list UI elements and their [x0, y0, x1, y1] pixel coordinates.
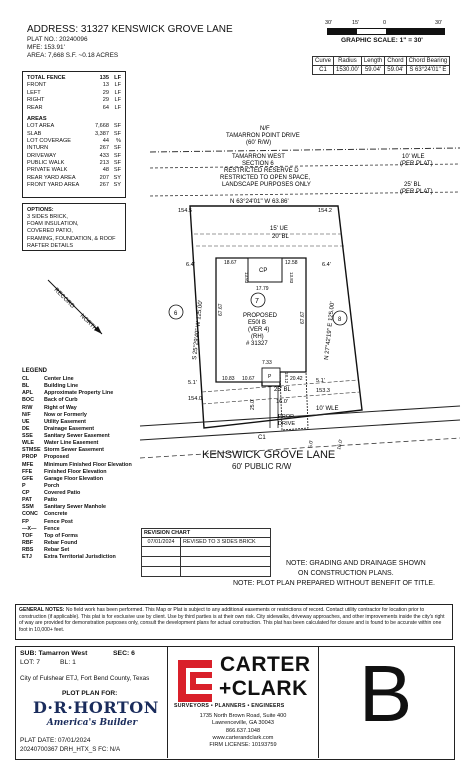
legend-abbr: BOC	[22, 397, 34, 404]
plot-plan-for: PLOT PLAN FOR:	[62, 690, 118, 697]
fence-areas-box	[22, 71, 126, 198]
row-label: FRONT YARD AREA	[27, 182, 80, 189]
rear-bearing: N 63°24'01" W 63.86'	[230, 198, 289, 205]
prop-drive-label: DRIVE	[278, 421, 296, 427]
unit: LF	[114, 82, 121, 89]
dim-1779: 17.79	[256, 286, 269, 292]
legend-abbr: N/F	[22, 411, 31, 418]
row-label: PUBLIC WALK	[27, 160, 65, 167]
curve-table	[312, 56, 450, 75]
legend-meaning: Minimum Finished Floor Elevation	[44, 461, 132, 468]
options-line: COVERED PATIO,	[27, 228, 73, 235]
value: 29	[102, 97, 109, 104]
reserve-line: RESTRICTED RESERVE D	[224, 168, 299, 174]
legend-item	[22, 511, 152, 518]
unit: LF	[114, 104, 121, 111]
builder-name: D·R·HORTON	[33, 698, 159, 717]
revision-chart	[141, 528, 271, 577]
bl25-label: 25' BL	[274, 387, 291, 393]
table-row	[27, 97, 121, 104]
legend-item	[22, 483, 152, 490]
builder-tagline: America's Builder	[46, 718, 138, 728]
subdivision: SUB: Tamarron West	[20, 650, 88, 657]
general-notes-label: GENERAL NOTES:	[19, 607, 65, 613]
revision-desc	[181, 557, 271, 567]
general-notes-text: No field work has been performed. This Map or Plat is subject to any additional easements or restrictions of record. Contact utility contractor for location prior to construction (if applicable). This plat is for exclusive use by client. Use by third parties is at their own risk. City sidewalks, driveway approaches, and other improvements inside the city's right of way are provided for demonstration purposes only, consult the development plans for actual construction. This plat has been calculated for closure and is found to be accurate within one foot in 10,000+ feet.	[19, 607, 445, 633]
table-row	[27, 167, 121, 174]
legend-abbr: GFE	[22, 475, 34, 482]
value: 64	[102, 104, 109, 111]
firm-contact	[168, 713, 318, 749]
unit: SF	[113, 123, 121, 130]
legend-abbr: CONC	[22, 511, 38, 518]
record-north-arrow	[40, 272, 110, 342]
street-name: KENSWICK GROVE LANE	[202, 449, 336, 461]
legend-meaning: Covered Patio	[44, 490, 81, 496]
legend-meaning: Garage Floor Elevation	[44, 475, 104, 482]
options-line: FRAMING, FOUNDATION, & ROOF	[27, 235, 116, 242]
revision-desc: REVISED TO 3 SIDES BRICK	[181, 538, 271, 547]
legend-meaning: Drainage Easement	[44, 425, 95, 432]
legend-meaning: Top of Forms	[44, 532, 79, 539]
dim-160b: 16.0'	[336, 438, 345, 451]
value: 3,387	[95, 130, 109, 137]
porch-label: P	[268, 374, 272, 380]
value: 267	[99, 182, 109, 189]
legend-meaning: Extra Territorial Jurisdiction	[44, 554, 116, 561]
unit: SY	[113, 182, 121, 189]
legend-item	[22, 533, 152, 540]
legend-item	[22, 490, 152, 497]
legend-abbr: CL	[22, 376, 30, 382]
legend-meaning: Building Line	[44, 383, 79, 390]
curve-table-cell: 59.04'	[361, 66, 384, 75]
legend-meaning: Finished Floor Elevation	[44, 468, 107, 475]
revision-chart-title: REVISION CHART	[142, 529, 271, 538]
unit: SF	[113, 145, 121, 152]
legend-item	[22, 526, 152, 533]
curve-table-header: Length	[361, 57, 384, 66]
right-bearing: N 27°42'19" E 125.00'	[324, 301, 337, 361]
scale-tick-0: 0	[383, 20, 387, 26]
curve-table-header: Chord	[385, 57, 406, 66]
house-label: (VER 4)	[248, 327, 270, 333]
rear-nf: N/F	[260, 126, 270, 132]
dim-1258: 12.58	[285, 260, 298, 266]
legend-item	[22, 547, 152, 554]
value: 29	[102, 89, 109, 96]
table-row	[27, 145, 121, 152]
north-label: NORTH	[78, 313, 98, 333]
elev-top-left: 154.5	[178, 208, 192, 214]
block: BL: 1	[60, 659, 76, 666]
lot-area-header: AREA: 7,668 S.F. ~0.18 ACRES	[27, 52, 119, 59]
options-line: 3 SIDES BRICK,	[27, 214, 68, 221]
legend-abbr: —X—	[22, 525, 37, 532]
dim-depth-left: 67.67	[218, 303, 224, 316]
house-label: PROPOSED	[243, 313, 278, 319]
legend-abbr: RBF	[22, 539, 34, 546]
carter-wordmark: CARTER	[220, 653, 311, 676]
dim-1083: 10.83	[222, 376, 235, 382]
curve-table-cell: C1	[313, 66, 334, 75]
legend-abbr: ETJ	[22, 554, 32, 561]
bl-top: 25' BL	[404, 182, 421, 188]
elev-top-right: 154.2	[318, 208, 332, 214]
row-label: TOTAL FENCE	[27, 75, 66, 81]
address-title: ADDRESS: 31327 KENSWICK GROVE LANE	[27, 24, 233, 35]
dim-1067: 10.67	[242, 376, 255, 382]
dim-right-setback: 6.4'	[322, 262, 331, 268]
rear-road: TAMARRON POINT DRIVE	[226, 133, 300, 139]
revision-date	[142, 557, 181, 567]
prop-drive-label: PROP	[278, 414, 294, 420]
neighbor-lot-left: 6	[174, 311, 178, 317]
areas-table	[27, 123, 121, 189]
legend-abbr: APL	[22, 390, 33, 397]
value: 7,668	[95, 123, 109, 130]
row-value	[103, 105, 121, 112]
unit: LF	[114, 75, 121, 81]
row-label: LOT COVERAGE	[27, 137, 72, 144]
wle-top-sub: (PER PLAT)	[400, 161, 433, 167]
legend-meaning: Center Line	[44, 376, 74, 382]
scale-tick-15: 15'	[352, 20, 360, 26]
options-line: RAFTER DETAILS	[27, 242, 74, 249]
revision-desc	[181, 547, 271, 557]
fence-table	[27, 75, 121, 112]
table-row	[27, 75, 121, 82]
legend-item	[22, 554, 152, 561]
row-value	[103, 90, 121, 97]
legend-abbr: P	[22, 482, 26, 489]
legend-abbr: UE	[22, 418, 30, 425]
dim-250: 25.0'	[250, 399, 256, 410]
legend-meaning: Storm Sewer Easement	[44, 447, 104, 454]
row-label: DRIVEWAY	[27, 152, 57, 159]
jurisdiction: City of Fulshear ETJ, Fort Bend County, Texas	[20, 675, 150, 682]
reserve-line: LANDSCAPE PURPOSES ONLY	[222, 182, 311, 188]
row-value	[103, 82, 121, 89]
dim-733: 7.33	[262, 360, 272, 366]
builder-logo	[33, 698, 159, 730]
dim-51-left: 5.1'	[188, 380, 197, 386]
reserve-line: TAMARRON WEST	[232, 154, 285, 160]
unit: SF	[113, 152, 121, 159]
firm-website[interactable]: www.carterandclark.com	[212, 734, 274, 741]
house-label: # 31327	[246, 341, 268, 347]
legend-abbr: R/W	[22, 404, 33, 411]
file-number: 20240700367 DRH_HTX_S FC: N/A	[20, 746, 121, 753]
dim-1867: 18.67	[224, 260, 237, 266]
table-row	[27, 153, 121, 160]
value: 207	[99, 174, 109, 181]
value: 44	[102, 137, 109, 144]
unit: SF	[113, 167, 121, 174]
areas-title: AREAS	[27, 115, 47, 122]
elev-bottom-right: 153.3	[316, 388, 330, 394]
wle-bottom: 10' WLE	[316, 406, 339, 412]
cp-label: CP	[259, 268, 268, 274]
legend-abbr: FFE	[22, 468, 33, 475]
reserve-line: SECTION 6	[242, 161, 274, 167]
unit: %	[116, 137, 121, 144]
row-value	[103, 97, 121, 104]
row-value	[100, 153, 121, 160]
row-label: SLAB	[27, 130, 42, 137]
unit: SF	[113, 130, 121, 137]
curve-table-header: Curve	[313, 57, 334, 66]
legend-meaning: Right of Way	[44, 404, 77, 411]
row-label: REAR YARD AREA	[27, 174, 76, 181]
legend-meaning: Now or Formerly	[44, 411, 87, 418]
legend-item	[22, 497, 152, 504]
dim-1812: 18.12	[284, 372, 289, 384]
revision-desc	[181, 567, 271, 577]
legend-abbr: PAT	[22, 497, 32, 504]
row-value	[100, 75, 121, 82]
mfe: MFE: 153.91'	[27, 44, 65, 51]
options-line: FOAM INSULATION,	[27, 221, 79, 228]
table-row	[27, 131, 121, 138]
legend-abbr: STMSE	[22, 447, 41, 454]
legend-meaning: Patio	[44, 497, 58, 504]
options-title: OPTIONS:	[27, 207, 54, 213]
legend-meaning: Concrete	[44, 511, 68, 518]
legend-meaning: Porch	[44, 482, 60, 489]
carter-clark-logo-icon	[174, 654, 216, 708]
legend-abbr: BL	[22, 383, 30, 390]
firm-address: 1735 North Brown Road, Suite 400	[199, 713, 287, 719]
plat-number: PLAT NO.: 20240096	[27, 36, 88, 43]
options-box	[22, 203, 126, 251]
legend-abbr: SSE	[22, 433, 33, 439]
general-notes-box	[15, 604, 453, 640]
value: 48	[102, 167, 109, 174]
bl20-label: 20' BL	[272, 234, 289, 240]
rear-row: (60' R/W)	[246, 140, 272, 146]
row-value	[95, 131, 121, 138]
row-label: FRONT	[27, 82, 47, 89]
sheet-letter: B	[358, 649, 413, 738]
dim-1383: 13.83	[244, 272, 249, 284]
legend-abbr: FP	[22, 518, 29, 525]
unit: LF	[114, 97, 121, 104]
table-row	[27, 90, 121, 97]
wle-top: 10' WLE	[402, 154, 425, 160]
row-value	[100, 160, 121, 167]
curve-c1-label: C1	[258, 435, 266, 441]
value: 433	[99, 152, 109, 159]
row-value	[103, 167, 121, 174]
legend-item	[22, 519, 152, 526]
lot-number: 7	[255, 298, 259, 305]
row-value	[103, 138, 121, 145]
value: 13	[102, 82, 109, 89]
row-label: INTURN	[27, 145, 49, 152]
dim-2042: 20.42	[290, 376, 303, 382]
legend-meaning: Sanitary Sewer Easement	[44, 433, 110, 439]
unit: SF	[113, 160, 121, 167]
legend-meaning: Proposed	[44, 454, 69, 461]
firm-tagline: SURVEYORS • PLANNERS • ENGINEERS	[174, 703, 285, 709]
house-label: E50I B	[248, 320, 267, 326]
legend-abbr: PROP	[22, 454, 38, 461]
elev-bottom-left: 154.0	[188, 396, 202, 402]
row-value	[100, 175, 121, 182]
curve-table-header: Chord Bearing	[406, 57, 450, 66]
legend-meaning: Utility Easement	[44, 418, 86, 425]
row-label: LOT AREA	[27, 123, 55, 130]
curve-table-cell: 59.04'	[385, 66, 406, 75]
value: 213	[99, 160, 109, 167]
legend-abbr: CP	[22, 490, 30, 496]
title-note: NOTE: PLOT PLAN PREPARED WITHOUT BENEFIT OF TITLE.	[233, 580, 435, 587]
firm-license: FIRM LICENSE: 10193759	[209, 742, 277, 749]
row-label: LEFT	[27, 89, 41, 96]
table-row	[27, 175, 121, 182]
table-row	[27, 123, 121, 130]
legend-item	[22, 504, 152, 511]
table-row	[27, 138, 121, 145]
value: 267	[99, 145, 109, 152]
legend-meaning: Fence	[44, 525, 60, 532]
record-label: RECORD	[52, 287, 76, 310]
row-value	[95, 123, 121, 130]
plat-date: PLAT DATE: 07/01/2024	[20, 737, 91, 744]
reserve-line: RESTRICTED TO OPEN SPACE,	[220, 175, 311, 181]
grading-note: ON CONSTRUCTION PLANS.	[298, 570, 394, 577]
table-row	[27, 82, 121, 89]
house-label: (RH)	[251, 334, 264, 340]
neighbor-lot-right: 8	[338, 317, 342, 323]
table-row	[27, 160, 121, 167]
legend-meaning: Fence Post	[44, 518, 73, 525]
row-label: REAR	[27, 104, 43, 111]
row-value	[100, 182, 121, 189]
revision-date	[142, 547, 181, 557]
legend-meaning: Sanitary Sewer Manhole	[44, 504, 107, 511]
table-row	[27, 105, 121, 112]
scale-tick-30-right: 30'	[435, 20, 443, 26]
table-row	[27, 182, 121, 189]
row-label: RIGHT	[27, 97, 45, 104]
legend-meaning: Back of Curb	[44, 397, 78, 404]
dim-1383b: 13.83	[289, 272, 294, 284]
clark-wordmark: +CLARK	[219, 677, 308, 700]
grading-note: NOTE: GRADING AND DRAINAGE SHOWN	[286, 560, 426, 567]
legend-meaning: Rebar Set	[44, 547, 70, 553]
dim-50: 5.0'	[308, 439, 315, 449]
lot: LOT: 7	[20, 659, 41, 666]
legend-title: LEGEND	[22, 368, 48, 374]
firm-address: Lawrenceville, GA 30043	[212, 720, 274, 727]
curve-table-cell: S 63°24'01" E	[406, 66, 450, 75]
left-bearing: S 25°29'40" W 125.00'	[192, 300, 205, 361]
legend-abbr: MFE	[22, 461, 34, 468]
site-plan-drawing	[130, 110, 466, 478]
scale-tick-30-left: 30'	[325, 20, 333, 26]
unit: LF	[114, 89, 121, 96]
section: SEC: 6	[113, 650, 135, 657]
scale-bar	[327, 28, 445, 35]
ue-label: 15' UE	[270, 226, 288, 232]
dim-51-right: 5.1'	[316, 378, 325, 384]
legend-meaning: Approximate Property Line	[44, 390, 114, 397]
dim-left-setback: 6.4'	[186, 262, 195, 268]
scale-label: GRAPHIC SCALE: 1" = 30'	[341, 37, 423, 44]
legend-abbr: WLE	[22, 440, 34, 447]
firm-phone: 866.637.1048	[225, 727, 261, 734]
legend-meaning: Rebar Found	[44, 539, 78, 546]
legend-abbr: SSM	[22, 504, 34, 511]
legend-abbr: TOF	[22, 532, 33, 539]
legend-meaning: Water Line Easement	[44, 440, 99, 447]
legend-abbr: RBS	[22, 547, 34, 553]
legend-abbr: DE	[22, 425, 30, 432]
value: 135	[99, 75, 109, 81]
curve-table-cell: 1530.00'	[334, 66, 362, 75]
bl-top-sub: (PER PLAT)	[400, 189, 433, 195]
revision-date	[142, 567, 181, 577]
legend-item	[22, 540, 152, 547]
revision-date: 07/01/2024	[142, 538, 181, 547]
dim-depth-right: 67.67	[300, 311, 306, 324]
row-value	[100, 145, 121, 152]
street-row: 60' PUBLIC R/W	[232, 462, 292, 471]
curve-table-header: Radius	[334, 57, 362, 66]
unit: SY	[113, 174, 121, 181]
row-label: PRIVATE WALK	[27, 167, 68, 174]
dim-160: 16.0'	[276, 399, 288, 405]
